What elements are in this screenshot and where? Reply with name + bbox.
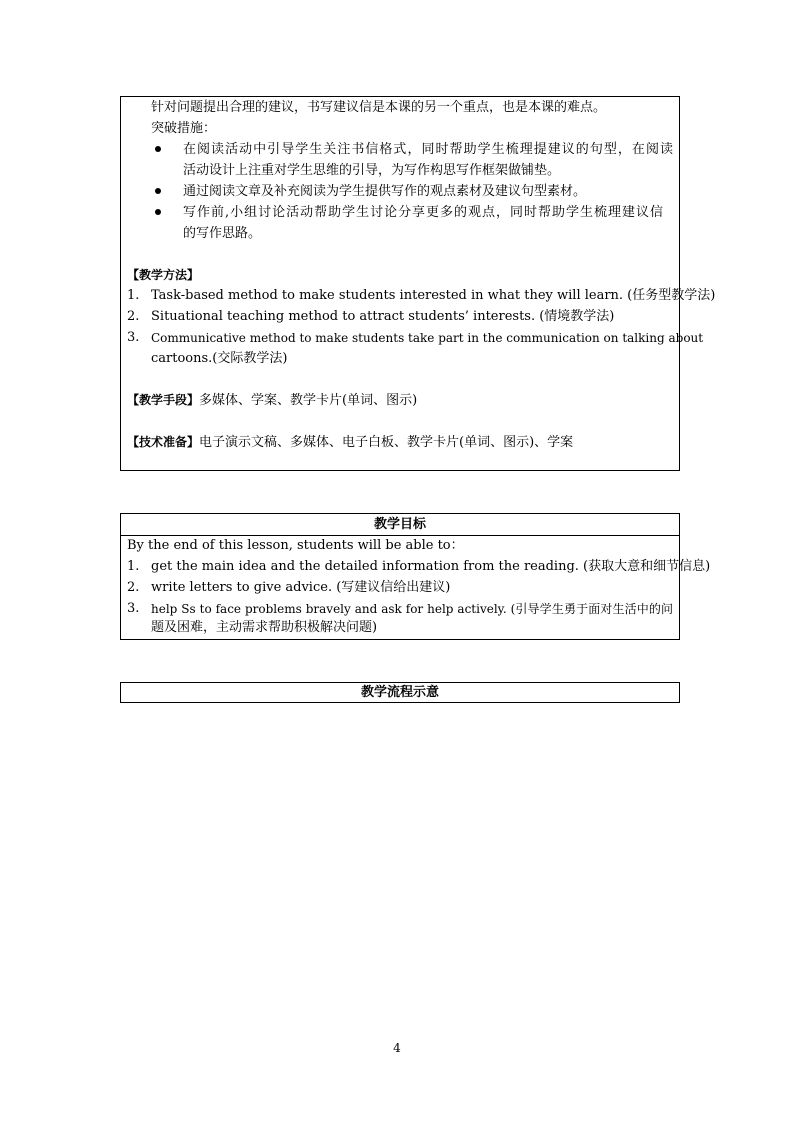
tech-text: 电子演示文稿、多媒体、电子白板、教学卡片(单词、图示)、学案 — [199, 435, 574, 450]
measures-label: 突破措施： — [151, 121, 217, 136]
means-heading: 【教学手段】 — [127, 393, 200, 407]
bullet-dot — [155, 146, 161, 152]
goal-2-number: 2. — [127, 580, 140, 595]
method-1-number: 1. — [127, 288, 140, 303]
bullet-1-line-1: 在阅读活动中引导学生关注书信格式，同时帮助学生梳理提建议的句型，在阅读 — [183, 142, 673, 157]
bullet-dot — [155, 188, 161, 194]
methods-heading: 【教学方法】 — [127, 268, 200, 282]
teaching-flow-table — [120, 682, 680, 703]
bullet-dot — [155, 209, 161, 215]
teaching-flow-title: 教学流程示意 — [360, 685, 439, 700]
goal-1-text: get the main idea and the detailed information from the reading. (获取大意和细节信息) — [151, 559, 711, 574]
method-1-text: Task-based method to make students interested in what they will learn. (任务型教学法) — [151, 288, 716, 303]
method-2-number: 2. — [127, 309, 140, 324]
teaching-difficulty-section — [120, 96, 716, 471]
page-number: 4 — [393, 1041, 401, 1055]
method-3-line-1: Communicative method to make students take part in the communication on talking about — [151, 331, 704, 345]
table-divider — [121, 535, 679, 536]
bullet-1-line-2: 活动设计上注重对学生思维的引导，为写作构思写作框架做铺垫。 — [183, 163, 561, 178]
means-row — [127, 391, 417, 410]
means-text: 多媒体、学案、教学卡片(单词、图示) — [199, 393, 418, 408]
tech-heading: 【技术准备】 — [127, 435, 200, 449]
goal-3-line-2: 题及困难，主动需求帮助积极解决问题) — [151, 620, 378, 635]
method-2-text: Situational teaching method to attract students’ interests. (情境教学法) — [151, 309, 615, 324]
teaching-goals-title: 教学目标 — [373, 517, 426, 532]
method-3-line-2: cartoons.(交际教学法) — [151, 351, 288, 366]
goal-3-number: 3. — [127, 601, 140, 616]
bullet-3-line-2: 的写作思路。 — [183, 226, 262, 241]
goal-3-line-1: help Ss to face problems bravely and ask for help actively. (引导学生勇于面对生活中的问 — [151, 602, 673, 616]
bullet-2-line-1: 通过阅读文章及补充阅读为学生提供写作的观点素材及建议句型素材。 — [183, 184, 587, 199]
goals-intro: By the end of this lesson, students will be able to： — [127, 538, 464, 553]
goal-2-text: write letters to give advice. (写建议信给出建议) — [151, 580, 451, 595]
method-3-number: 3. — [127, 330, 140, 345]
difficulty-intro: 针对问题提出合理的建议，书写建议信是本课的另一个重点，也是本课的难点。 — [151, 100, 607, 115]
bullet-3-line-1: 写作前,小组讨论活动帮助学生讨论分享更多的观点，同时帮助学生梳理建议信 — [183, 205, 663, 220]
teaching-goals-table — [120, 513, 711, 640]
goal-1-number: 1. — [127, 559, 140, 574]
tech-row — [127, 433, 573, 452]
